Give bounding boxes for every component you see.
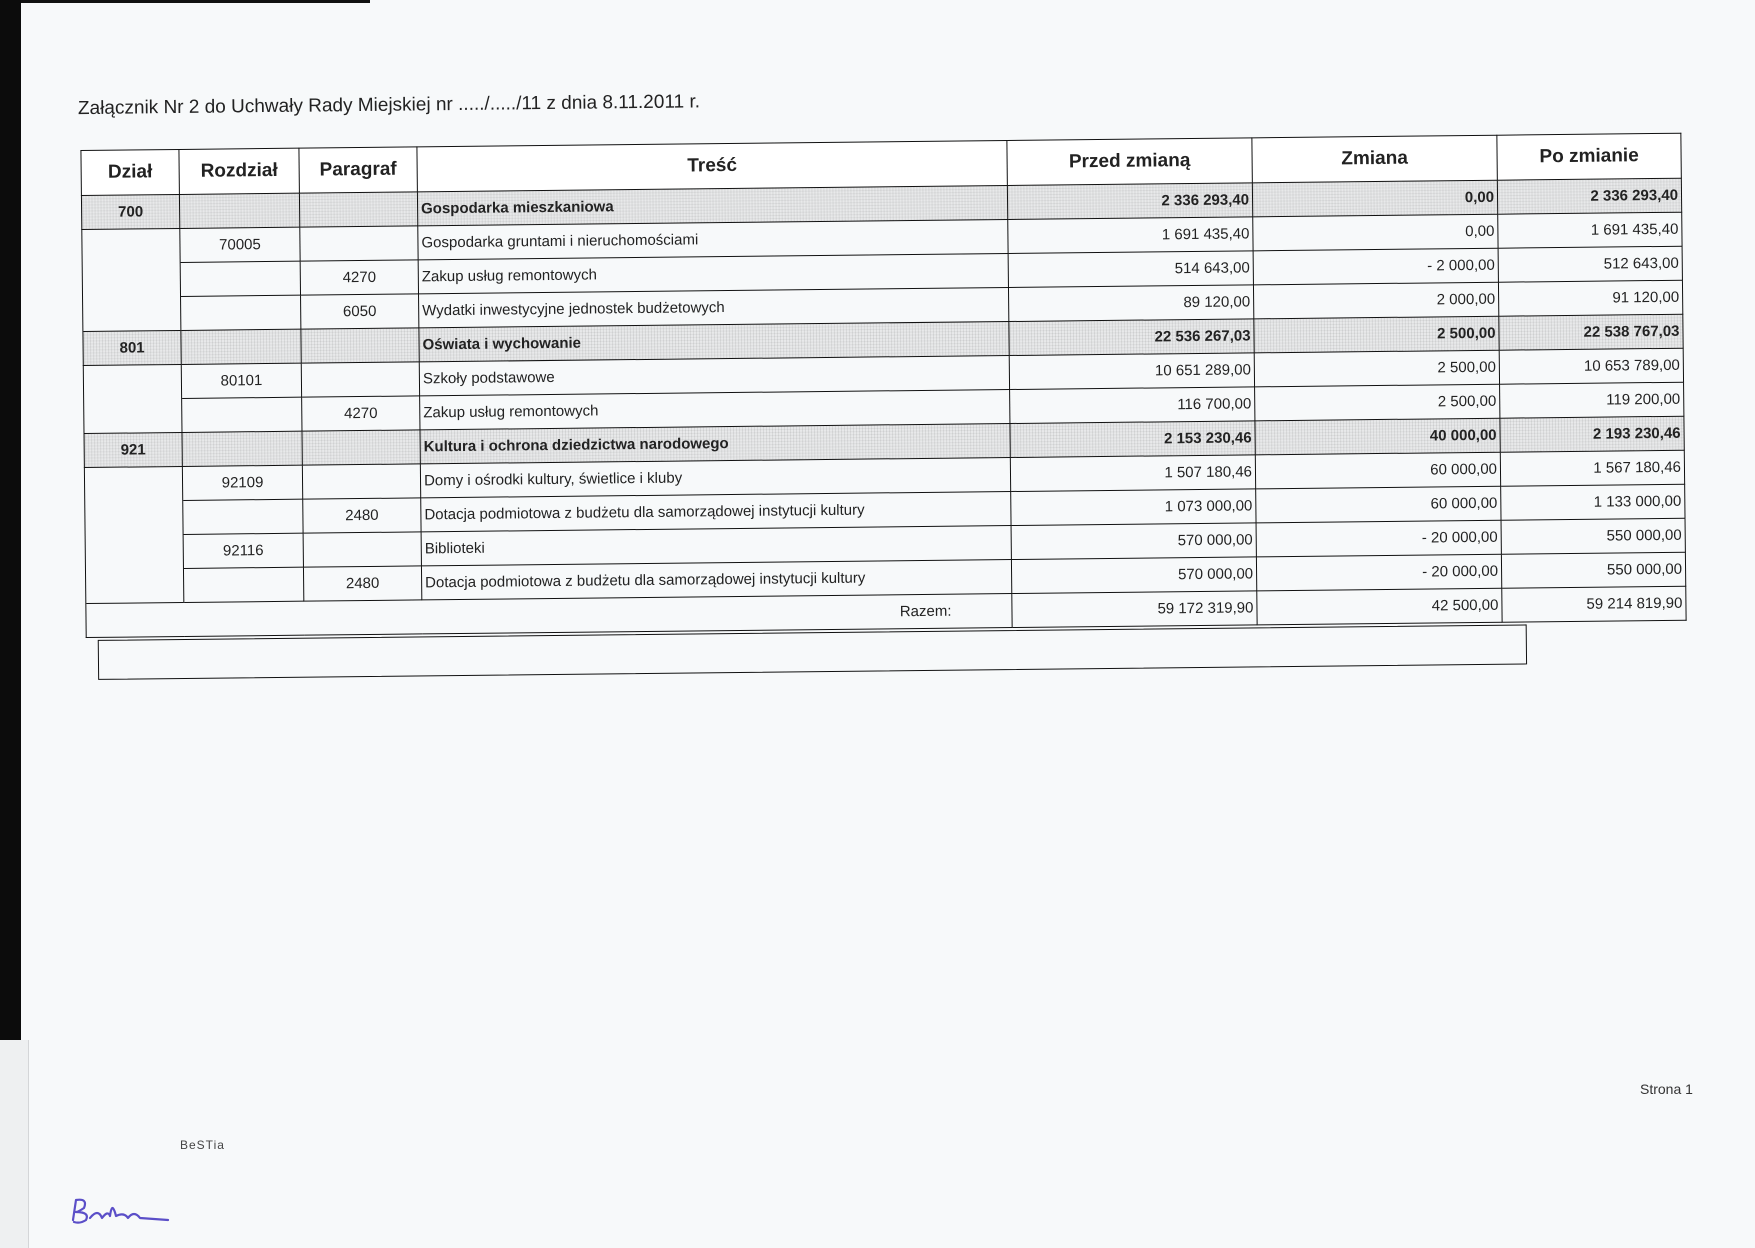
cell-dzial xyxy=(82,262,180,297)
budget-table-body xyxy=(81,178,1685,603)
cell-zmiana: 0,00 xyxy=(1253,214,1498,251)
cell-dzial xyxy=(85,500,183,535)
cell-przed-zmiana: 1 691 435,40 xyxy=(1008,217,1253,254)
cell-tresc: Wydatki inwestycyjne jednostek budżetowych xyxy=(419,288,1009,328)
cell-tresc: Zakup usług remontowych xyxy=(418,254,1008,294)
cell-po-zmianie: 1 691 435,40 xyxy=(1498,212,1682,248)
cell-dzial xyxy=(83,364,181,399)
cell-rozdzial xyxy=(182,431,302,466)
page-number: Strona 1 xyxy=(1640,1081,1693,1097)
header-tresc: Treść xyxy=(417,141,1007,192)
cell-po-zmianie: 91 120,00 xyxy=(1498,280,1682,316)
cell-paragraf: 2480 xyxy=(303,498,421,533)
cell-zmiana: 60 000,00 xyxy=(1255,452,1500,489)
cell-po-zmianie: 512 643,00 xyxy=(1498,246,1682,282)
cell-tresc: Oświata i wychowanie xyxy=(419,322,1009,362)
cell-paragraf xyxy=(303,532,421,567)
cell-dzial: 801 xyxy=(83,330,181,365)
cell-paragraf xyxy=(302,430,420,465)
header-rozdzial: Rozdział xyxy=(179,148,299,194)
total-label: Razem: xyxy=(86,593,1012,637)
cell-zmiana: 0,00 xyxy=(1252,180,1497,217)
cell-zmiana: - 2 000,00 xyxy=(1253,248,1498,285)
cell-zmiana: 2 500,00 xyxy=(1255,384,1500,421)
cell-zmiana: 60 000,00 xyxy=(1256,486,1501,523)
cell-tresc: Dotacja podmiotowa z budżetu dla samorządowej instytucji kultury xyxy=(421,492,1011,532)
cell-dzial xyxy=(82,228,180,263)
cell-przed-zmiana: 22 536 267,03 xyxy=(1009,319,1254,356)
header-dzial: Dział xyxy=(81,149,179,195)
cell-paragraf: 4270 xyxy=(300,260,418,295)
cell-przed-zmiana: 89 120,00 xyxy=(1008,285,1253,322)
cell-paragraf: 4270 xyxy=(302,396,420,431)
cell-po-zmianie: 1 567 180,46 xyxy=(1500,450,1684,486)
cell-zmiana: 2 500,00 xyxy=(1254,350,1499,387)
cell-dzial xyxy=(85,534,183,569)
cell-dzial: 921 xyxy=(84,432,182,467)
cell-tresc: Domy i ośrodki kultury, świetlice i kluby xyxy=(420,458,1010,498)
cell-po-zmianie: 22 538 767,03 xyxy=(1499,314,1683,350)
cell-rozdzial xyxy=(180,261,300,296)
cell-rozdzial: 80101 xyxy=(181,363,301,398)
cell-tresc: Gospodarka gruntami i nieruchomościami xyxy=(418,220,1008,260)
total-zmiana: 42 500,00 xyxy=(1257,588,1502,625)
cell-rozdzial xyxy=(183,499,303,534)
cell-tresc: Szkoły podstawowe xyxy=(419,356,1009,396)
cell-tresc: Biblioteki xyxy=(421,526,1011,566)
cell-rozdzial: 70005 xyxy=(180,227,300,262)
total-po: 59 214 819,90 xyxy=(1502,586,1686,622)
cell-rozdzial xyxy=(182,397,302,432)
cell-po-zmianie: 2 336 293,40 xyxy=(1497,178,1681,214)
cell-przed-zmiana: 1 507 180,46 xyxy=(1010,455,1255,492)
header-paragraf: Paragraf xyxy=(299,147,417,193)
cell-rozdzial xyxy=(183,567,303,602)
cell-dzial xyxy=(85,568,183,603)
cell-po-zmianie: 10 653 789,00 xyxy=(1499,348,1683,384)
cell-paragraf xyxy=(302,464,420,499)
header-przed-zmiana: Przed zmianą xyxy=(1007,138,1252,186)
budget-table xyxy=(80,133,1686,638)
cell-dzial xyxy=(84,398,182,433)
cell-przed-zmiana: 2 153 230,46 xyxy=(1010,421,1255,458)
cell-zmiana: 2 000,00 xyxy=(1253,282,1498,319)
cell-po-zmianie: 550 000,00 xyxy=(1501,518,1685,554)
cell-przed-zmiana: 570 000,00 xyxy=(1011,523,1256,560)
footer-mark: BeSTia xyxy=(180,1138,225,1152)
cell-przed-zmiana: 10 651 289,00 xyxy=(1009,353,1254,390)
header-po-zmianie: Po zmianie xyxy=(1497,133,1681,180)
cell-rozdzial xyxy=(181,329,301,364)
cell-dzial: 700 xyxy=(81,194,179,229)
cell-tresc: Dotacja podmiotowa z budżetu dla samorządowej instytucji kultury xyxy=(421,560,1011,600)
cell-tresc: Kultura i ochrona dziedzictwa narodowego xyxy=(420,424,1010,464)
cell-paragraf xyxy=(300,226,418,261)
cell-dzial xyxy=(83,296,181,331)
total-przed: 59 172 319,90 xyxy=(1012,591,1257,628)
cell-zmiana: - 20 000,00 xyxy=(1256,554,1501,591)
cell-rozdzial: 92116 xyxy=(183,533,303,568)
cell-rozdzial xyxy=(179,193,299,228)
cell-przed-zmiana: 116 700,00 xyxy=(1010,387,1255,424)
cell-zmiana: - 20 000,00 xyxy=(1256,520,1501,557)
cell-po-zmianie: 119 200,00 xyxy=(1500,382,1684,418)
cell-paragraf xyxy=(301,362,419,397)
cell-po-zmianie: 2 193 230,46 xyxy=(1500,416,1684,452)
cell-po-zmianie: 550 000,00 xyxy=(1501,552,1685,588)
cell-przed-zmiana: 514 643,00 xyxy=(1008,251,1253,288)
header-zmiana: Zmiana xyxy=(1252,135,1497,183)
cell-paragraf xyxy=(299,192,417,227)
cell-dzial xyxy=(84,466,182,501)
cell-przed-zmiana: 2 336 293,40 xyxy=(1007,183,1252,220)
cell-tresc: Zakup usług remontowych xyxy=(420,390,1010,430)
cell-przed-zmiana: 570 000,00 xyxy=(1011,557,1256,594)
cell-paragraf: 2480 xyxy=(303,566,421,601)
cell-rozdzial: 92109 xyxy=(182,465,302,500)
cell-po-zmianie: 1 133 000,00 xyxy=(1501,484,1685,520)
cell-rozdzial xyxy=(181,295,301,330)
cell-paragraf: 6050 xyxy=(301,294,419,329)
document-title: Załącznik Nr 2 do Uchwały Rady Miejskiej nr ...../...../11 z dnia 8.11.2011 r. xyxy=(77,91,701,120)
cell-paragraf xyxy=(301,328,419,363)
cell-zmiana: 2 500,00 xyxy=(1254,316,1499,353)
signature-icon xyxy=(68,1190,188,1230)
cell-przed-zmiana: 1 073 000,00 xyxy=(1011,489,1256,526)
cell-zmiana: 40 000,00 xyxy=(1255,418,1500,455)
cell-tresc: Gospodarka mieszkaniowa xyxy=(417,186,1007,226)
